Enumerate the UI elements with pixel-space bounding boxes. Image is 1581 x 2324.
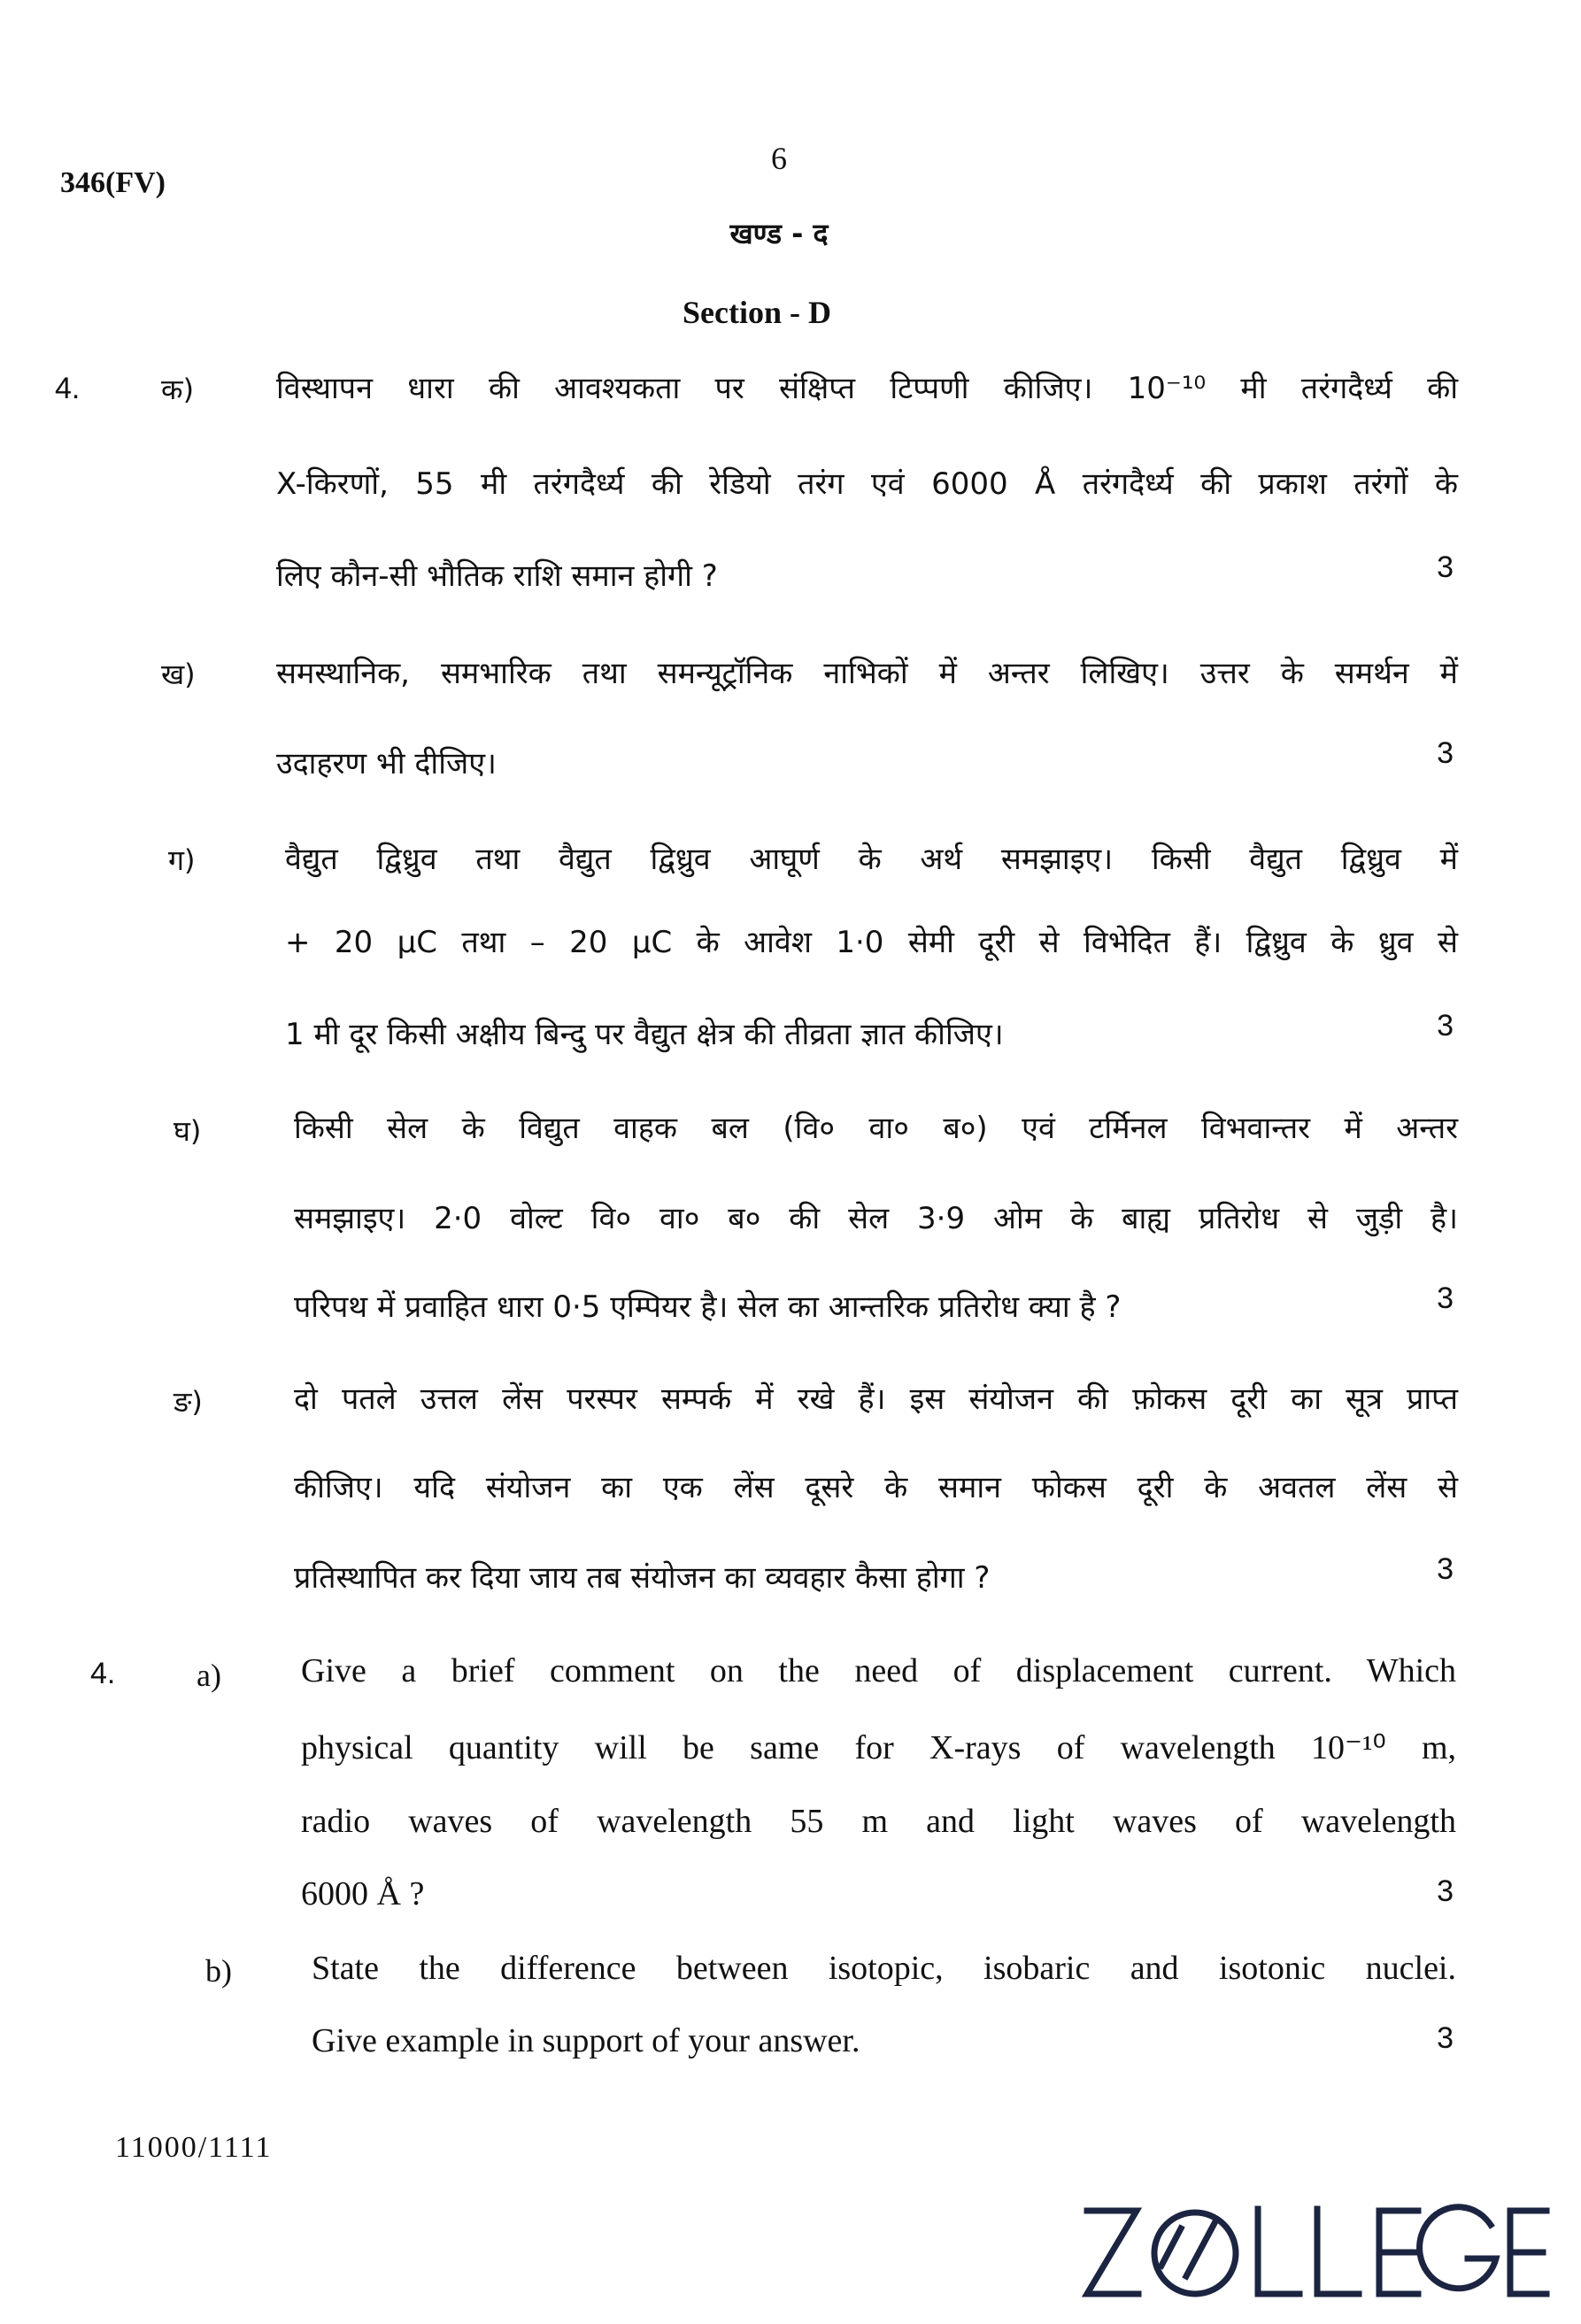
question-line: 6000 Å ? — [301, 1875, 425, 1912]
logo-letter-e — [1379, 2211, 1418, 2294]
question-line: 1 मी दूर किसी अक्षीय बिन्दु पर वैद्युत क्षेत्र की तीव्रता ज्ञात कीजिए। — [285, 1017, 1004, 1052]
question-line: प्रतिस्थापित कर दिया जाय तब संयोजन का व्यवहार कैसा होगा ? — [294, 1560, 991, 1596]
question-line: दो पतले उत्तल लेंस परस्पर सम्पर्क में रखे हैं। इस संयोजन की फ़ोकस दूरी का सूत्र प्राप्त — [294, 1381, 1458, 1417]
question-line: लिए कौन-सी भौतिक राशि समान होगी ? — [276, 558, 718, 594]
logo-slash — [1186, 2223, 1215, 2276]
part-label: a) — [197, 1658, 221, 1693]
logo-letter-l — [1258, 2209, 1300, 2294]
question-line: समझाइए। 2·0 वोल्ट वि० वा० ब० की सेल 3·9 ओम के बाह्य प्रतिरोध से जुड़ी है। — [294, 1201, 1458, 1236]
question-line: समस्थानिक, समभारिक तथा समन्यूट्रॉनिक नाभिकों में अन्तर लिखिए। उत्तर के समर्थन में — [276, 656, 1458, 691]
question-line: radio waves of wavelength 55 m and light waves of wavelength — [301, 1803, 1456, 1840]
question-line: Give example in support of your answer. — [312, 2022, 860, 2059]
question-line: + 20 μC तथा – 20 μC के आवेश 1·0 सेमी दूरी से विभेदित हैं। द्विध्रुव के ध्रुव से — [285, 925, 1458, 960]
section-title-english: Section - D — [683, 295, 831, 330]
marks: 3 — [1437, 550, 1454, 584]
question-line: physical quantity will be same for X-rays of wavelength 10⁻¹⁰ m, — [301, 1729, 1456, 1766]
logo-letter-g — [1420, 2207, 1496, 2289]
question-line: वैद्युत द्विध्रुव तथा वैद्युत द्विध्रुव आघूर्ण के अर्थ समझाइए। किसी वैद्युत द्विध्रुव में — [285, 842, 1458, 877]
question-number-hindi: 4. — [55, 372, 81, 405]
logo-letter-l — [1317, 2209, 1359, 2294]
question-line: कीजिए। यदि संयोजन का एक लेंस दूसरे के समान फोकस दूरी के अवतल लेंस से — [294, 1470, 1458, 1505]
question-line: उदाहरण भी दीजिए। — [276, 746, 497, 781]
page-number: 6 — [771, 141, 787, 176]
logo-letter-e — [1510, 2211, 1546, 2294]
question-line: किसी सेल के विद्युत वाहक बल (वि० वा० ब०) एवं टर्मिनल विभवान्तर में अन्तर — [294, 1111, 1458, 1146]
part-label: ख) — [161, 658, 196, 691]
question-number-english: 4. — [90, 1657, 116, 1690]
logo-letters — [1087, 2207, 1546, 2294]
part-label: ङ) — [174, 1385, 203, 1419]
marks: 3 — [1437, 2021, 1454, 2055]
part-label: घ) — [174, 1114, 202, 1148]
print-code: 11000/1111 — [115, 2131, 273, 2164]
paper-code: 346(FV) — [60, 166, 166, 199]
question-line: State the difference between isotopic, isobaric and isotonic nuclei. — [312, 1950, 1456, 1987]
question-line: X-किरणों, 55 मी तरंगदैर्ध्य की रेडियो तरंग एवं 6000 Å तरंगदैर्ध्य की प्रकाश तरंगों के — [276, 466, 1458, 502]
question-line: Give a brief comment on the need of displacement current. Which — [301, 1652, 1456, 1689]
logo-slash — [1161, 2228, 1181, 2266]
part-label: b) — [205, 1953, 232, 1989]
logo-letter-z — [1087, 2211, 1138, 2294]
marks: 3 — [1437, 736, 1454, 770]
marks: 3 — [1437, 1281, 1454, 1315]
question-line: परिपथ में प्रवाहित धारा 0·5 एम्पियर है। सेल का आन्तरिक प्रतिरोध क्या है ? — [294, 1289, 1122, 1325]
part-label: क) — [161, 373, 195, 406]
marks: 3 — [1437, 1874, 1454, 1908]
marks: 3 — [1437, 1552, 1454, 1586]
section-title-hindi: खण्ड - द — [729, 217, 829, 250]
marks: 3 — [1437, 1009, 1454, 1043]
part-label: ग) — [168, 843, 196, 877]
question-line: विस्थापन धारा की आवश्यकता पर संक्षिप्त टिप्पणी कीजिए। 10⁻¹⁰ मी तरंगदैर्ध्य की — [276, 371, 1458, 406]
zollege-logo — [1082, 2202, 1551, 2306]
